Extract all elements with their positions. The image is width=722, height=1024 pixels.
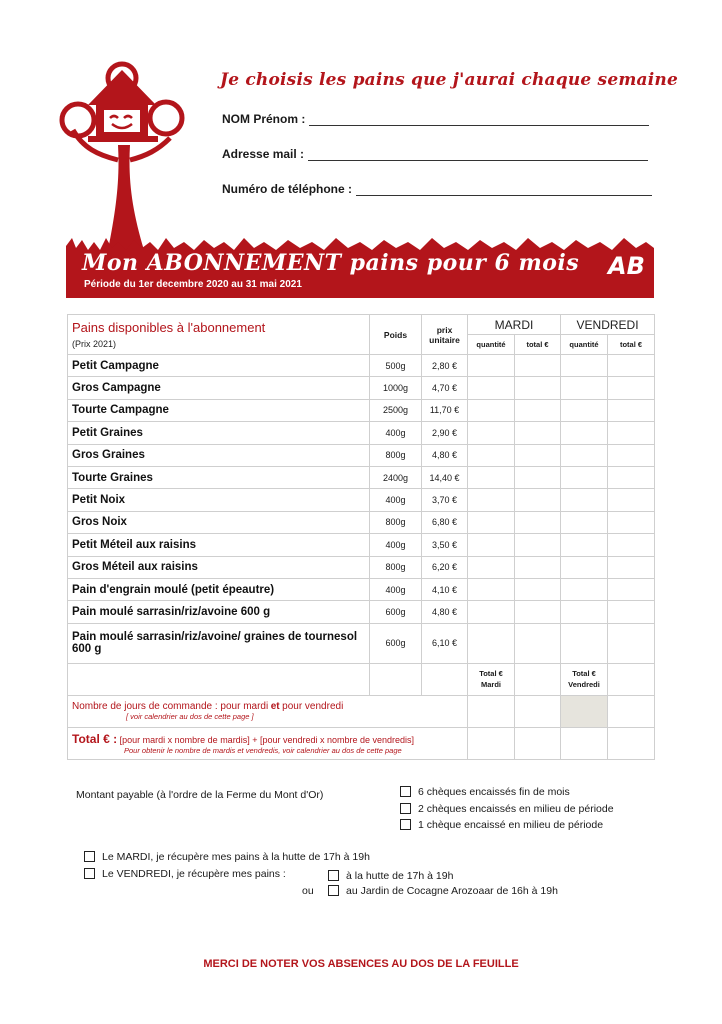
vendredi-quantite-cell[interactable] [561,466,608,488]
mardi-quantite-cell[interactable] [468,422,515,444]
email-field[interactable] [222,147,648,161]
col-prix-line1: prix [436,324,453,335]
product-price: 14,40 € [422,466,468,488]
vendredi-quantite-cell[interactable] [561,534,608,556]
product-name: Gros Méteil aux raisins [68,556,370,578]
mardi-quantite-cell[interactable] [468,466,515,488]
product-row [68,556,655,578]
product-price: 4,70 € [422,377,468,399]
vendredi-total-cell[interactable] [608,534,655,556]
mardi-quantite-cell[interactable] [468,511,515,533]
name-field-label: NOM Prénom : [222,112,306,126]
product-weight: 1000g [370,377,422,399]
total-vendredi-label [561,663,608,695]
product-row [68,601,655,623]
product-price: 3,50 € [422,534,468,556]
email-field-label: Adresse mail : [222,147,305,161]
ab-organic-logo: AB [608,252,645,280]
mardi-total-cell[interactable] [515,399,561,421]
product-name: Tourte Graines [68,466,370,488]
payment-checkbox-2[interactable] [400,803,411,814]
mardi-total-cell[interactable] [515,377,561,399]
vendredi-quantite-cell[interactable] [561,578,608,600]
totals-spacer [422,663,468,695]
vendredi-quantite-cell[interactable] [561,556,608,578]
jours-cell [68,695,468,727]
payment-checkbox-3[interactable] [400,819,411,830]
col-mardi-header: MARDI [468,315,561,335]
vendredi-total-cell[interactable] [608,355,655,377]
table-subtitle: (Prix 2021) [72,339,117,349]
mardi-total-cell[interactable] [515,534,561,556]
grand-total-c3[interactable] [561,727,608,759]
table-title-cell [68,315,370,355]
pickup-vendredi-opt1-label: à la hutte de 17h à 19h [346,870,454,882]
mardi-quantite-cell[interactable] [468,355,515,377]
vendredi-total-header: total € [608,335,655,355]
payment-option-1-label: 6 chèques encaissés fin de mois [418,786,570,798]
product-price: 6,20 € [422,556,468,578]
mardi-quantite-cell[interactable] [468,489,515,511]
product-weight: 800g [370,444,422,466]
mardi-quantite-cell[interactable] [468,444,515,466]
product-name: Gros Campagne [68,377,370,399]
mardi-total-cell[interactable] [515,444,561,466]
pickup-mardi[interactable] [84,851,370,863]
product-rows [68,355,655,664]
product-price: 4,10 € [422,578,468,600]
phone-field-label: Numéro de téléphone : [222,182,353,196]
mardi-total-cell[interactable] [515,489,561,511]
product-weight: 400g [370,489,422,511]
vendredi-total-cell[interactable] [608,489,655,511]
jours-mardi-spacer [468,695,515,727]
bread-order-table [67,314,655,760]
product-weight: 400g [370,534,422,556]
product-price: 6,10 € [422,623,468,663]
total-label: Total € : [72,731,118,746]
product-name: Gros Graines [68,444,370,466]
total-vendredi-value[interactable] [608,663,655,695]
product-weight: 600g [370,601,422,623]
jours-note: [ voir calendrier au dos de cette page ] [126,712,254,722]
mardi-total-cell[interactable] [515,355,561,377]
vendredi-total-cell[interactable] [608,623,655,663]
product-weight: 2500g [370,399,422,421]
pickup-ou: ou [302,885,314,897]
product-weight: 500g [370,355,422,377]
vendredi-quantite-cell[interactable] [561,377,608,399]
product-price: 4,80 € [422,444,468,466]
pickup-mardi-label: Le MARDI, je récupère mes pains à la hutte de 17h à 19h [102,851,370,863]
mardi-total-cell[interactable] [515,578,561,600]
payment-option-2[interactable] [400,803,614,815]
payment-option-2-label: 2 chèques encaissés en milieu de période [418,803,614,815]
product-name: Pain moulé sarrasin/riz/avoine 600 g [68,601,370,623]
product-price: 2,80 € [422,355,468,377]
mardi-quantite-cell[interactable] [468,578,515,600]
product-row [68,534,655,556]
product-price: 3,70 € [422,489,468,511]
total-mardi-value[interactable] [515,663,561,695]
name-field-line[interactable] [309,114,649,126]
vendredi-quantite-cell[interactable] [561,355,608,377]
vendredi-quantite-cell[interactable] [561,623,608,663]
mardi-quantite-cell[interactable] [468,534,515,556]
mardi-quantite-cell[interactable] [468,399,515,421]
product-weight: 800g [370,556,422,578]
total-note: Pour obtenir le nombre de mardis et vendredis, voir calendrier au dos de cette page [124,745,402,755]
product-row [68,377,655,399]
mardi-quantite-cell[interactable] [468,623,515,663]
vendredi-quantite-cell[interactable] [561,422,608,444]
mardi-total-cell[interactable] [515,623,561,663]
totals-spacer [68,663,370,695]
mardi-quantite-header: quantité [468,335,515,355]
totals-spacer [370,663,422,695]
vendredi-quantite-cell[interactable] [561,444,608,466]
col-prix-line2: unitaire [429,334,460,345]
pickup-vendredi-label: Le VENDREDI, je récupère mes pains : [102,868,286,880]
headline: Je choisis les pains que j'aurai chaque semaine [220,70,678,90]
total-mardi-line2: Mardi [480,680,501,690]
payment-option-3[interactable] [400,819,603,831]
product-row [68,578,655,600]
vendredi-total-cell[interactable] [608,466,655,488]
mardi-total-cell[interactable] [515,601,561,623]
vendredi-total-cell[interactable] [608,556,655,578]
pickup-mardi-checkbox[interactable] [84,851,95,862]
product-weight: 800g [370,511,422,533]
grand-total-c1[interactable] [468,727,515,759]
product-row [68,511,655,533]
vendredi-total-cell[interactable] [608,444,655,466]
product-weight: 2400g [370,466,422,488]
product-row [68,623,655,663]
product-name: Petit Méteil aux raisins [68,534,370,556]
jours-et: et [270,701,280,713]
vendredi-quantite-header: quantité [561,335,608,355]
product-weight: 400g [370,422,422,444]
vendredi-total-cell[interactable] [608,422,655,444]
name-field[interactable] [222,112,649,126]
payment-checkbox-1[interactable] [400,786,411,797]
mardi-total-cell[interactable] [515,511,561,533]
total-desc: [pour mardi x nombre de mardis] + [pour vendredi x nombre de vendredis] [119,734,415,745]
product-row [68,355,655,377]
vendredi-total-cell[interactable] [608,511,655,533]
product-name: Tourte Campagne [68,399,370,421]
pickup-vendredi-opt1[interactable] [328,870,453,882]
banner-title: Mon ABONNEMENT pains pour 6 mois [82,250,580,276]
mardi-total-cell[interactable] [515,556,561,578]
jours-label: Nombre de jours de commande : pour mardi [72,701,269,713]
vendredi-quantite-cell[interactable] [561,489,608,511]
jours-vendredi-value[interactable] [608,695,655,727]
total-vendredi-line1: Total € [572,669,596,679]
vendredi-total-cell[interactable] [608,399,655,421]
product-weight: 600g [370,623,422,663]
table-title: Pains disponibles à l'abonnement [72,320,266,335]
jours-mardi-value[interactable] [515,695,561,727]
pickup-vendredi-opt2-checkbox[interactable] [328,885,339,896]
phone-field-line[interactable] [356,184,652,196]
mardi-quantite-cell[interactable] [468,556,515,578]
product-weight: 400g [370,578,422,600]
grand-total-c4[interactable] [608,727,655,759]
pickup-vendredi-opt1-checkbox[interactable] [328,870,339,881]
product-price: 4,80 € [422,601,468,623]
vendredi-total-cell[interactable] [608,601,655,623]
payment-option-3-label: 1 chèque encaissé en milieu de période [418,819,604,831]
mardi-total-cell[interactable] [515,422,561,444]
product-row [68,444,655,466]
pickup-vendredi-checkbox[interactable] [84,868,95,879]
product-name: Petit Campagne [68,355,370,377]
total-mardi-label [468,663,515,695]
vendredi-total-cell[interactable] [608,377,655,399]
payment-option-1[interactable] [400,786,570,798]
email-field-line[interactable] [308,149,648,161]
product-price: 11,70 € [422,399,468,421]
product-name: Petit Graines [68,422,370,444]
vendredi-quantite-cell[interactable] [561,399,608,421]
col-prix-header [422,315,468,355]
payment-label: Montant payable (à l'ordre de la Ferme du Mont d'Or) [76,789,324,801]
jours-shaded [561,695,608,727]
product-name: Pain moulé sarrasin/riz/avoine/ graines de tournesol 600 g [68,623,370,663]
vendredi-quantite-cell[interactable] [561,601,608,623]
mardi-quantite-cell[interactable] [468,601,515,623]
product-row [68,422,655,444]
footer-note: MERCI DE NOTER VOS ABSENCES AU DOS DE LA FEUILLE [203,958,519,970]
vendredi-total-cell[interactable] [608,578,655,600]
mardi-quantite-cell[interactable] [468,377,515,399]
product-name: Petit Noix [68,489,370,511]
banner-period: Période du 1er decembre 2020 au 31 mai 2021 [84,279,302,290]
total-cell [68,727,468,759]
pickup-vendredi-opt2[interactable] [328,885,558,897]
mardi-total-cell[interactable] [515,466,561,488]
col-poids-header: Poids [370,315,422,355]
phone-field[interactable] [222,182,652,196]
jours-label2: pour vendredi [282,701,344,713]
col-vendredi-header: VENDREDI [561,315,655,335]
vendredi-quantite-cell[interactable] [561,511,608,533]
pickup-vendredi[interactable] [84,868,286,880]
grand-total-c2[interactable] [515,727,561,759]
product-row [68,489,655,511]
product-name: Gros Noix [68,511,370,533]
product-row [68,466,655,488]
tree-house-logo [58,60,188,250]
pickup-vendredi-opt2-label: au Jardin de Cocagne Arozoaar de 16h à 19h [346,885,558,897]
product-price: 2,90 € [422,422,468,444]
mardi-total-header: total € [515,335,561,355]
product-row [68,399,655,421]
total-mardi-line1: Total € [479,669,503,679]
total-vendredi-line2: Vendredi [568,680,600,690]
product-name: Pain d'engrain moulé (petit épeautre) [68,578,370,600]
product-price: 6,80 € [422,511,468,533]
